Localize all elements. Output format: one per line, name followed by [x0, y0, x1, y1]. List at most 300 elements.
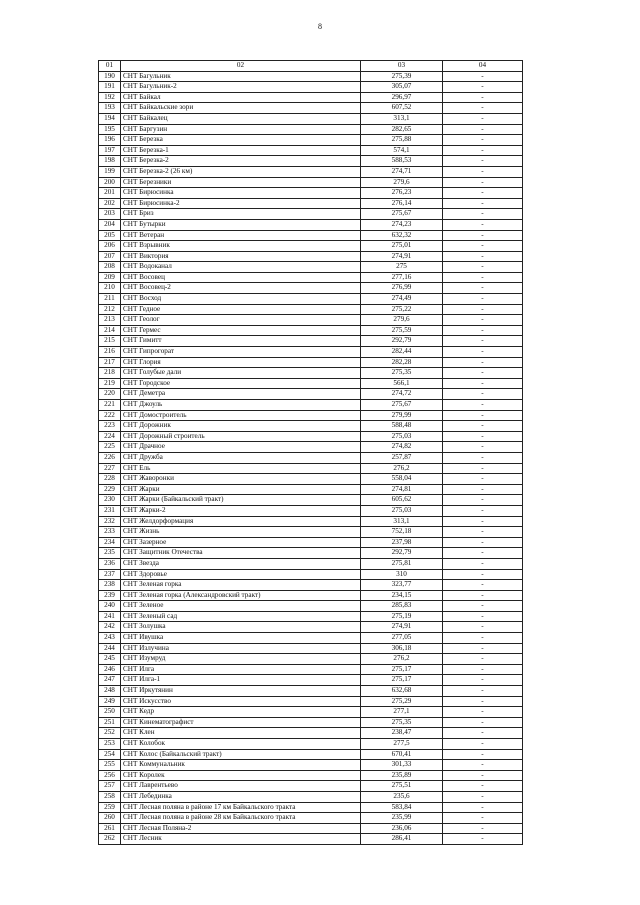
row-note: -	[443, 442, 523, 453]
row-note: -	[443, 304, 523, 315]
row-number: 260	[99, 813, 121, 824]
table-row	[99, 537, 523, 548]
table-row	[99, 707, 523, 718]
row-name: СНТ Защитник Отечества	[121, 548, 361, 559]
row-number: 253	[99, 739, 121, 750]
row-value: 275,35	[361, 368, 443, 379]
row-value: 323,77	[361, 580, 443, 591]
row-value: 286,41	[361, 834, 443, 845]
row-number: 193	[99, 103, 121, 114]
row-name: СНТ Зеленый сад	[121, 611, 361, 622]
table-row	[99, 558, 523, 569]
row-name: СНТ Бирюсинка-2	[121, 198, 361, 209]
row-name: СНТ Байкалец	[121, 113, 361, 124]
row-name: СНТ Байкальские зори	[121, 103, 361, 114]
row-value: 632,68	[361, 686, 443, 697]
row-name: СНТ Звезда	[121, 558, 361, 569]
row-value: 234,15	[361, 590, 443, 601]
table-row	[99, 823, 523, 834]
row-name: СНТ Илга	[121, 664, 361, 675]
row-name: СНТ Гимитт	[121, 336, 361, 347]
row-note: -	[443, 198, 523, 209]
row-note: -	[443, 431, 523, 442]
table-row	[99, 124, 523, 135]
row-note: -	[443, 686, 523, 697]
table-row	[99, 166, 523, 177]
row-note: -	[443, 707, 523, 718]
table-row	[99, 315, 523, 326]
row-note: -	[443, 272, 523, 283]
row-value: 310	[361, 569, 443, 580]
table-row	[99, 304, 523, 315]
table-row	[99, 219, 523, 230]
row-note: -	[443, 739, 523, 750]
row-value: 306,18	[361, 643, 443, 654]
row-note: -	[443, 209, 523, 220]
row-value: 275,03	[361, 431, 443, 442]
row-value: 292,79	[361, 336, 443, 347]
row-name: СНТ Бриз	[121, 209, 361, 220]
row-name: СНТ Жизнь	[121, 527, 361, 538]
row-number: 211	[99, 294, 121, 305]
row-number: 192	[99, 92, 121, 103]
row-note: -	[443, 474, 523, 485]
row-number: 247	[99, 675, 121, 686]
row-number: 250	[99, 707, 121, 718]
table-row	[99, 347, 523, 358]
row-number: 199	[99, 166, 121, 177]
row-value: 275,17	[361, 664, 443, 675]
row-note: -	[443, 611, 523, 622]
row-note: -	[443, 749, 523, 760]
row-number: 237	[99, 569, 121, 580]
row-number: 255	[99, 760, 121, 771]
table-row	[99, 113, 523, 124]
table-row	[99, 739, 523, 750]
row-number: 194	[99, 113, 121, 124]
row-note: -	[443, 558, 523, 569]
header-col-03: 03	[361, 61, 443, 72]
table-row	[99, 633, 523, 644]
row-number: 200	[99, 177, 121, 188]
row-value: 670,41	[361, 749, 443, 760]
row-note: -	[443, 781, 523, 792]
table-row	[99, 421, 523, 432]
row-number: 204	[99, 219, 121, 230]
table-row	[99, 156, 523, 167]
row-value: 296,97	[361, 92, 443, 103]
row-number: 245	[99, 654, 121, 665]
row-note: -	[443, 452, 523, 463]
row-note: -	[443, 633, 523, 644]
row-name: СНТ Зеленое	[121, 601, 361, 612]
row-note: -	[443, 548, 523, 559]
table-row	[99, 686, 523, 697]
row-name: СНТ Гермес	[121, 325, 361, 336]
row-name: СНТ Дорожный строитель	[121, 431, 361, 442]
row-note: -	[443, 188, 523, 199]
row-name: СНТ Восход	[121, 294, 361, 305]
row-name: СНТ Колобок	[121, 739, 361, 750]
row-value: 558,04	[361, 474, 443, 485]
row-value: 274,71	[361, 166, 443, 177]
table-row	[99, 177, 523, 188]
row-value: 605,62	[361, 495, 443, 506]
row-number: 207	[99, 251, 121, 262]
row-number: 196	[99, 135, 121, 146]
row-name: СНТ Джоуль	[121, 400, 361, 411]
row-name: СНТ Березники	[121, 177, 361, 188]
row-note: -	[443, 82, 523, 93]
table-row	[99, 548, 523, 559]
table-row	[99, 527, 523, 538]
row-name: СНТ Березка-2 (26 км)	[121, 166, 361, 177]
table-row	[99, 495, 523, 506]
row-value: 277,05	[361, 633, 443, 644]
table-row	[99, 505, 523, 516]
table-row	[99, 474, 523, 485]
row-name: СНТ Изумруд	[121, 654, 361, 665]
row-number: 238	[99, 580, 121, 591]
row-number: 262	[99, 834, 121, 845]
table-row	[99, 643, 523, 654]
row-value: 274,91	[361, 622, 443, 633]
row-note: -	[443, 262, 523, 273]
row-name: СНТ Багульник	[121, 71, 361, 82]
table-row	[99, 283, 523, 294]
row-value: 235,89	[361, 770, 443, 781]
data-table	[98, 60, 523, 845]
table-row	[99, 770, 523, 781]
row-value: 275,01	[361, 241, 443, 252]
row-number: 242	[99, 622, 121, 633]
table-row	[99, 198, 523, 209]
row-note: -	[443, 156, 523, 167]
row-note: -	[443, 357, 523, 368]
row-note: -	[443, 643, 523, 654]
row-note: -	[443, 664, 523, 675]
row-note: -	[443, 336, 523, 347]
row-name: СНТ Драчное	[121, 442, 361, 453]
row-number: 191	[99, 82, 121, 93]
row-name: СНТ Лесная Поляна-2	[121, 823, 361, 834]
row-name: СНТ Излучина	[121, 643, 361, 654]
row-number: 235	[99, 548, 121, 559]
row-number: 243	[99, 633, 121, 644]
table-row	[99, 664, 523, 675]
row-number: 225	[99, 442, 121, 453]
row-name: СНТ Деметра	[121, 389, 361, 400]
row-value: 237,98	[361, 537, 443, 548]
row-number: 197	[99, 145, 121, 156]
row-number: 241	[99, 611, 121, 622]
table-row	[99, 378, 523, 389]
row-number: 203	[99, 209, 121, 220]
row-note: -	[443, 368, 523, 379]
row-name: СНТ Водоканал	[121, 262, 361, 273]
row-value: 275,29	[361, 696, 443, 707]
row-note: -	[443, 283, 523, 294]
row-note: -	[443, 421, 523, 432]
table-row	[99, 357, 523, 368]
row-note: -	[443, 113, 523, 124]
row-number: 210	[99, 283, 121, 294]
row-number: 228	[99, 474, 121, 485]
row-note: -	[443, 802, 523, 813]
table-row	[99, 368, 523, 379]
row-number: 214	[99, 325, 121, 336]
table-row	[99, 188, 523, 199]
table-row	[99, 82, 523, 93]
row-number: 198	[99, 156, 121, 167]
row-note: -	[443, 601, 523, 612]
row-note: -	[443, 410, 523, 421]
row-value: 275	[361, 262, 443, 273]
row-name: СНТ Колос (Байкальский тракт)	[121, 749, 361, 760]
row-name: СНТ Восовец	[121, 272, 361, 283]
table-row	[99, 484, 523, 495]
row-note: -	[443, 505, 523, 516]
row-note: -	[443, 389, 523, 400]
row-note: -	[443, 325, 523, 336]
table-row	[99, 400, 523, 411]
table-row	[99, 431, 523, 442]
row-note: -	[443, 145, 523, 156]
row-number: 213	[99, 315, 121, 326]
row-number: 195	[99, 124, 121, 135]
row-note: -	[443, 791, 523, 802]
table-row	[99, 92, 523, 103]
row-value: 274,23	[361, 219, 443, 230]
page-number: 8	[318, 22, 322, 31]
row-number: 234	[99, 537, 121, 548]
row-name: СНТ Золушка	[121, 622, 361, 633]
row-value: 274,49	[361, 294, 443, 305]
row-number: 244	[99, 643, 121, 654]
row-value: 279,99	[361, 410, 443, 421]
row-name: СНТ Виктория	[121, 251, 361, 262]
row-number: 212	[99, 304, 121, 315]
table-row	[99, 601, 523, 612]
row-number: 251	[99, 717, 121, 728]
row-value: 285,83	[361, 601, 443, 612]
row-note: -	[443, 728, 523, 739]
row-note: -	[443, 622, 523, 633]
row-value: 292,79	[361, 548, 443, 559]
row-number: 231	[99, 505, 121, 516]
row-number: 257	[99, 781, 121, 792]
row-name: СНТ Байкал	[121, 92, 361, 103]
row-value: 607,52	[361, 103, 443, 114]
row-name: СНТ Жаворонки	[121, 474, 361, 485]
row-note: -	[443, 834, 523, 845]
row-number: 223	[99, 421, 121, 432]
row-name: СНТ Городское	[121, 378, 361, 389]
row-name: СНТ Зеленая горка	[121, 580, 361, 591]
row-name: СНТ Кедр	[121, 707, 361, 718]
row-name: СНТ Илга-1	[121, 675, 361, 686]
row-number: 221	[99, 400, 121, 411]
row-name: СНТ Восовец-2	[121, 283, 361, 294]
row-name: СНТ Здоровье	[121, 569, 361, 580]
row-value: 566,1	[361, 378, 443, 389]
row-note: -	[443, 400, 523, 411]
row-number: 216	[99, 347, 121, 358]
row-value: 276,14	[361, 198, 443, 209]
row-number: 233	[99, 527, 121, 538]
row-note: -	[443, 219, 523, 230]
table-header	[99, 61, 523, 72]
row-name: СНТ Дружба	[121, 452, 361, 463]
row-note: -	[443, 315, 523, 326]
row-value: 275,81	[361, 558, 443, 569]
row-note: -	[443, 516, 523, 527]
table-row	[99, 442, 523, 453]
row-value: 235,99	[361, 813, 443, 824]
table-body	[99, 71, 523, 844]
table-row	[99, 272, 523, 283]
table-row	[99, 463, 523, 474]
row-value: 235,6	[361, 791, 443, 802]
row-name: СНТ Голубые дали	[121, 368, 361, 379]
row-number: 256	[99, 770, 121, 781]
table-row	[99, 580, 523, 591]
row-note: -	[443, 463, 523, 474]
row-note: -	[443, 484, 523, 495]
table-row	[99, 611, 523, 622]
row-number: 226	[99, 452, 121, 463]
row-value: 588,48	[361, 421, 443, 432]
row-name: СНТ Домостроитель	[121, 410, 361, 421]
table-row	[99, 410, 523, 421]
row-value: 632,32	[361, 230, 443, 241]
row-value: 282,28	[361, 357, 443, 368]
row-name: СНТ Зеленая горка (Александровский тракт)	[121, 590, 361, 601]
row-note: -	[443, 770, 523, 781]
row-note: -	[443, 92, 523, 103]
row-note: -	[443, 569, 523, 580]
row-note: -	[443, 177, 523, 188]
row-name: СНТ Клен	[121, 728, 361, 739]
row-value: 276,2	[361, 463, 443, 474]
row-number: 252	[99, 728, 121, 739]
table-row	[99, 781, 523, 792]
table-row	[99, 728, 523, 739]
row-value: 275,03	[361, 505, 443, 516]
row-name: СНТ Взрывник	[121, 241, 361, 252]
table-row	[99, 516, 523, 527]
row-number: 229	[99, 484, 121, 495]
row-note: -	[443, 760, 523, 771]
row-number: 240	[99, 601, 121, 612]
row-number: 259	[99, 802, 121, 813]
row-value: 276,2	[361, 654, 443, 665]
row-name: СНТ Коммунальник	[121, 760, 361, 771]
row-value: 282,65	[361, 124, 443, 135]
row-name: СНТ Баргузин	[121, 124, 361, 135]
table-row	[99, 590, 523, 601]
row-name: СНТ Ветеран	[121, 230, 361, 241]
row-name: СНТ Лебединка	[121, 791, 361, 802]
row-value: 588,53	[361, 156, 443, 167]
table-row	[99, 654, 523, 665]
row-name: СНТ Лесная поляна в районе 17 км Байкальского тракта	[121, 802, 361, 813]
row-note: -	[443, 590, 523, 601]
row-number: 220	[99, 389, 121, 400]
row-value: 277,1	[361, 707, 443, 718]
row-note: -	[443, 166, 523, 177]
row-name: СНТ Геолог	[121, 315, 361, 326]
row-number: 254	[99, 749, 121, 760]
row-name: СНТ Желдорформация	[121, 516, 361, 527]
row-value: 236,06	[361, 823, 443, 834]
row-note: -	[443, 813, 523, 824]
row-value: 277,16	[361, 272, 443, 283]
row-note: -	[443, 675, 523, 686]
row-note: -	[443, 495, 523, 506]
table-row	[99, 569, 523, 580]
row-name: СНТ Жарки-2	[121, 505, 361, 516]
row-value: 275,35	[361, 717, 443, 728]
row-number: 219	[99, 378, 121, 389]
table-row	[99, 103, 523, 114]
row-name: СНТ Глория	[121, 357, 361, 368]
table-row	[99, 230, 523, 241]
row-value: 274,81	[361, 484, 443, 495]
table-header-row	[99, 61, 523, 72]
row-number: 248	[99, 686, 121, 697]
row-name: СНТ Бутырки	[121, 219, 361, 230]
table-row	[99, 251, 523, 262]
row-number: 261	[99, 823, 121, 834]
table-row	[99, 749, 523, 760]
row-value: 275,67	[361, 400, 443, 411]
table-row	[99, 325, 523, 336]
table-row	[99, 802, 523, 813]
row-value: 238,47	[361, 728, 443, 739]
row-name: СНТ Гипрогорат	[121, 347, 361, 358]
row-number: 249	[99, 696, 121, 707]
row-value: 282,44	[361, 347, 443, 358]
row-note: -	[443, 378, 523, 389]
row-name: СНТ Гедное	[121, 304, 361, 315]
row-name: СНТ Зазерное	[121, 537, 361, 548]
row-name: СНТ Лесная поляна в районе 28 км Байкальского тракта	[121, 813, 361, 824]
row-number: 205	[99, 230, 121, 241]
table-row	[99, 622, 523, 633]
row-value: 313,1	[361, 516, 443, 527]
row-note: -	[443, 580, 523, 591]
table-row	[99, 241, 523, 252]
row-note: -	[443, 347, 523, 358]
row-number: 218	[99, 368, 121, 379]
row-note: -	[443, 124, 523, 135]
row-number: 224	[99, 431, 121, 442]
row-number: 222	[99, 410, 121, 421]
row-value: 276,99	[361, 283, 443, 294]
row-value: 752,18	[361, 527, 443, 538]
row-note: -	[443, 696, 523, 707]
table-row	[99, 209, 523, 220]
row-value: 275,22	[361, 304, 443, 315]
row-number: 232	[99, 516, 121, 527]
row-value: 275,39	[361, 71, 443, 82]
row-name: СНТ Багульник-2	[121, 82, 361, 93]
row-name: СНТ Жарки (Байкальский тракт)	[121, 495, 361, 506]
row-name: СНТ Искусство	[121, 696, 361, 707]
row-value: 279,6	[361, 177, 443, 188]
table-row	[99, 135, 523, 146]
